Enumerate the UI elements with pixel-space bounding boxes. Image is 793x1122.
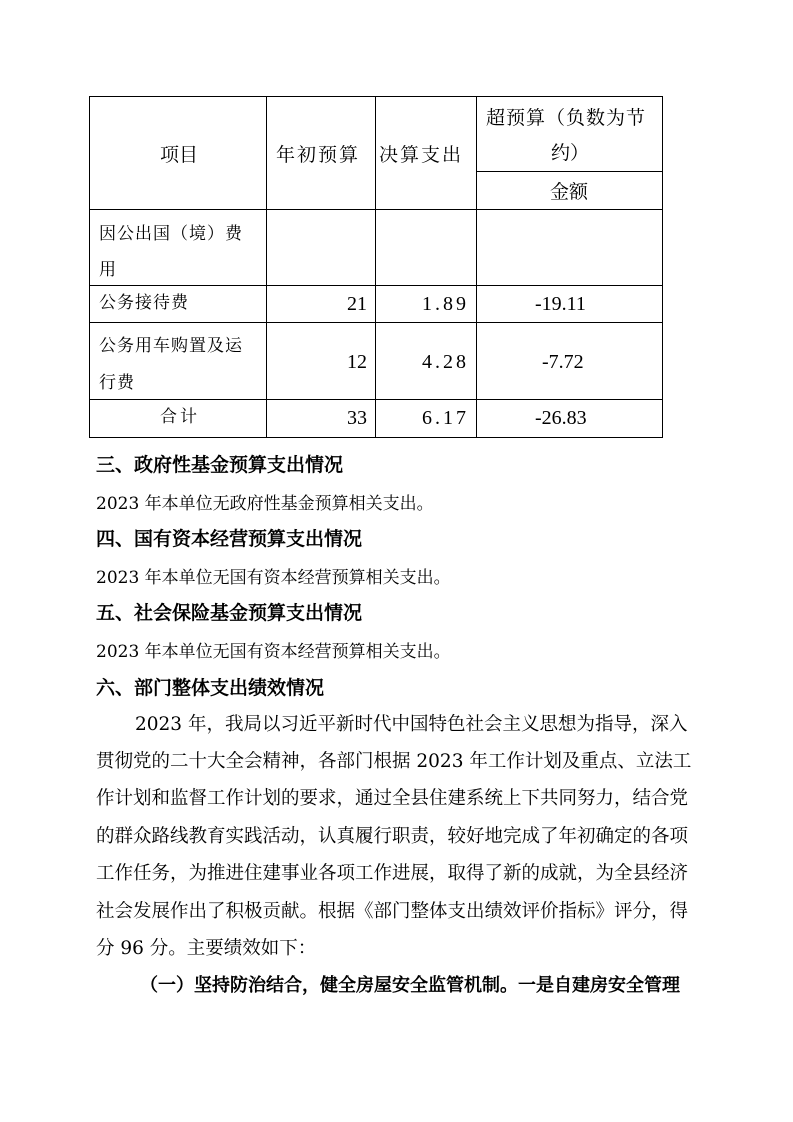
section-3-heading: 三、政府性基金预算支出情况 <box>96 454 344 476</box>
row4-item: 合计 <box>160 407 200 427</box>
section-5-text: 2023 年本单位无国有资本经营预算相关支出。 <box>96 642 451 662</box>
row1-item-line1: 因公出国（境）费 <box>99 224 243 244</box>
section-5-heading: 五、社会保险基金预算支出情况 <box>96 602 363 624</box>
section-6-heading: 六、部门整体支出绩效情况 <box>96 677 325 699</box>
row4-diff: -26.83 <box>535 407 587 429</box>
paragraph-line: 2023 年，我局以习近平新时代中国特色社会主义思想为指导，深入 <box>135 714 688 735</box>
paragraph-line: 分 96 分。主要绩效如下： <box>96 938 317 959</box>
row3-item-line2: 行费 <box>99 373 135 393</box>
paragraph-line: 社会发展作出了积极贡献。根据《部门整体支出绩效评价指标》评分，得 <box>96 901 689 922</box>
budget-table <box>89 96 663 438</box>
row3-actual: 4.28 <box>422 351 469 373</box>
row2-actual: 1.89 <box>422 293 469 315</box>
header-over-line1: 超预算（负数为节 <box>486 107 647 129</box>
header-item: 项目 <box>160 144 199 166</box>
row4-actual: 6.17 <box>422 407 469 429</box>
row2-diff: -19.11 <box>535 293 586 315</box>
header-over-line2: 约） <box>551 142 590 164</box>
section-4-heading: 四、国有资本经营预算支出情况 <box>96 528 363 550</box>
paragraph-line: 贯彻党的二十大全会精神，各部门根据 2023 年工作计划及重点、立法工 <box>96 751 692 772</box>
paragraph-line: 的群众路线教育实践活动，认真履行职责，较好地完成了年初确定的各项 <box>96 826 689 847</box>
row1-item-line2: 用 <box>99 260 116 280</box>
section-3-text: 2023 年本单位无政府性基金预算相关支出。 <box>96 494 434 514</box>
header-actual: 决算支出 <box>379 144 464 166</box>
row2-budget: 21 <box>347 293 367 315</box>
row3-budget: 12 <box>347 351 367 373</box>
row3-item-line1: 公务用车购置及运 <box>99 336 243 356</box>
header-amount: 金额 <box>550 181 589 203</box>
subheading-1: （一）坚持防治结合，健全房屋安全监管机制。一是自建房安全管理 <box>140 975 680 996</box>
row3-diff: -7.72 <box>542 351 584 373</box>
row4-budget: 33 <box>347 407 367 429</box>
paragraph-line: 工作任务，为推进住建事业各项工作进展，取得了新的成就，为全县经济 <box>96 863 689 884</box>
paragraph-line: 作计划和监督工作计划的要求，通过全县住建系统上下共同努力，结合党 <box>96 788 689 809</box>
header-budget: 年初预算 <box>276 144 361 166</box>
row2-item: 公务接待费 <box>99 293 189 313</box>
section-4-text: 2023 年本单位无国有资本经营预算相关支出。 <box>96 568 451 588</box>
